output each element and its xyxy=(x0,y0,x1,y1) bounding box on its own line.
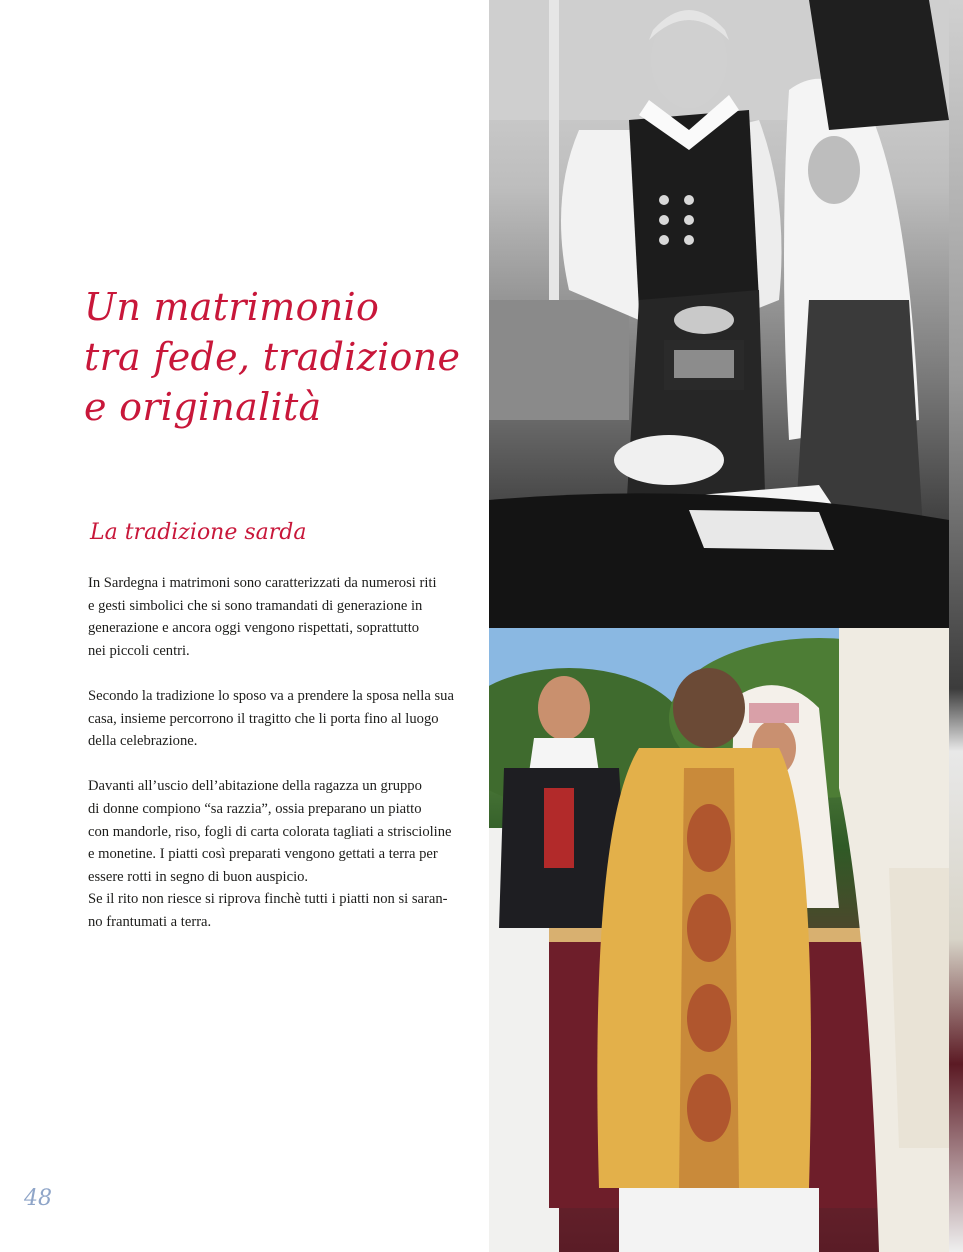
title-line: Un matrimonio xyxy=(84,285,380,329)
text-line: casa, insieme percorrono il tragitto che li porta fino al luogo xyxy=(88,710,439,727)
priest-ceremony-illustration xyxy=(489,628,949,1252)
text-line: nei piccoli centri. xyxy=(88,642,190,659)
text-line: Se il rito non riesce si riprova finchè tutti i piatti non si saran- xyxy=(88,891,448,908)
page-title xyxy=(84,282,474,432)
wedding-couple-illustration xyxy=(489,0,949,628)
paragraph xyxy=(88,572,468,662)
section-subtitle: La tradizione sarda xyxy=(90,520,307,545)
title-line: tra fede, tradizione xyxy=(84,335,461,379)
text-line: di donne compiono “sa razzia”, ossia preparano un piatto xyxy=(88,800,422,817)
page-number: 48 xyxy=(24,1186,52,1211)
text-line: generazione e ancora oggi vengono rispettati, soprattutto xyxy=(88,620,420,637)
paragraph xyxy=(88,685,468,753)
adjacent-photo-edge xyxy=(949,0,963,1252)
text-line: Secondo la tradizione lo sposo va a prendere la sposa nella sua xyxy=(88,687,454,704)
wedding-couple-photo xyxy=(489,0,949,628)
paragraph xyxy=(88,775,468,933)
text-line: Davanti all’uscio dell’abitazione della ragazza un gruppo xyxy=(88,778,422,795)
article-body xyxy=(88,572,468,956)
text-line: no frantumati a terra. xyxy=(88,913,212,930)
text-line: e monetine. I piatti così preparati vengono gettati a terra per xyxy=(88,846,438,863)
text-line: In Sardegna i matrimoni sono caratterizzati da numerosi riti xyxy=(88,575,437,591)
text-line: della celebrazione. xyxy=(88,733,198,750)
priest-ceremony-photo xyxy=(489,628,949,1252)
title-line: e originalità xyxy=(84,385,322,429)
text-line: con mandorle, riso, fogli di carta colorata tagliati a striscioline xyxy=(88,823,452,840)
text-line: essere rotti in segno di buon auspicio. xyxy=(88,868,309,885)
text-line: e gesti simbolici che si sono tramandati di generazione in xyxy=(88,597,423,614)
